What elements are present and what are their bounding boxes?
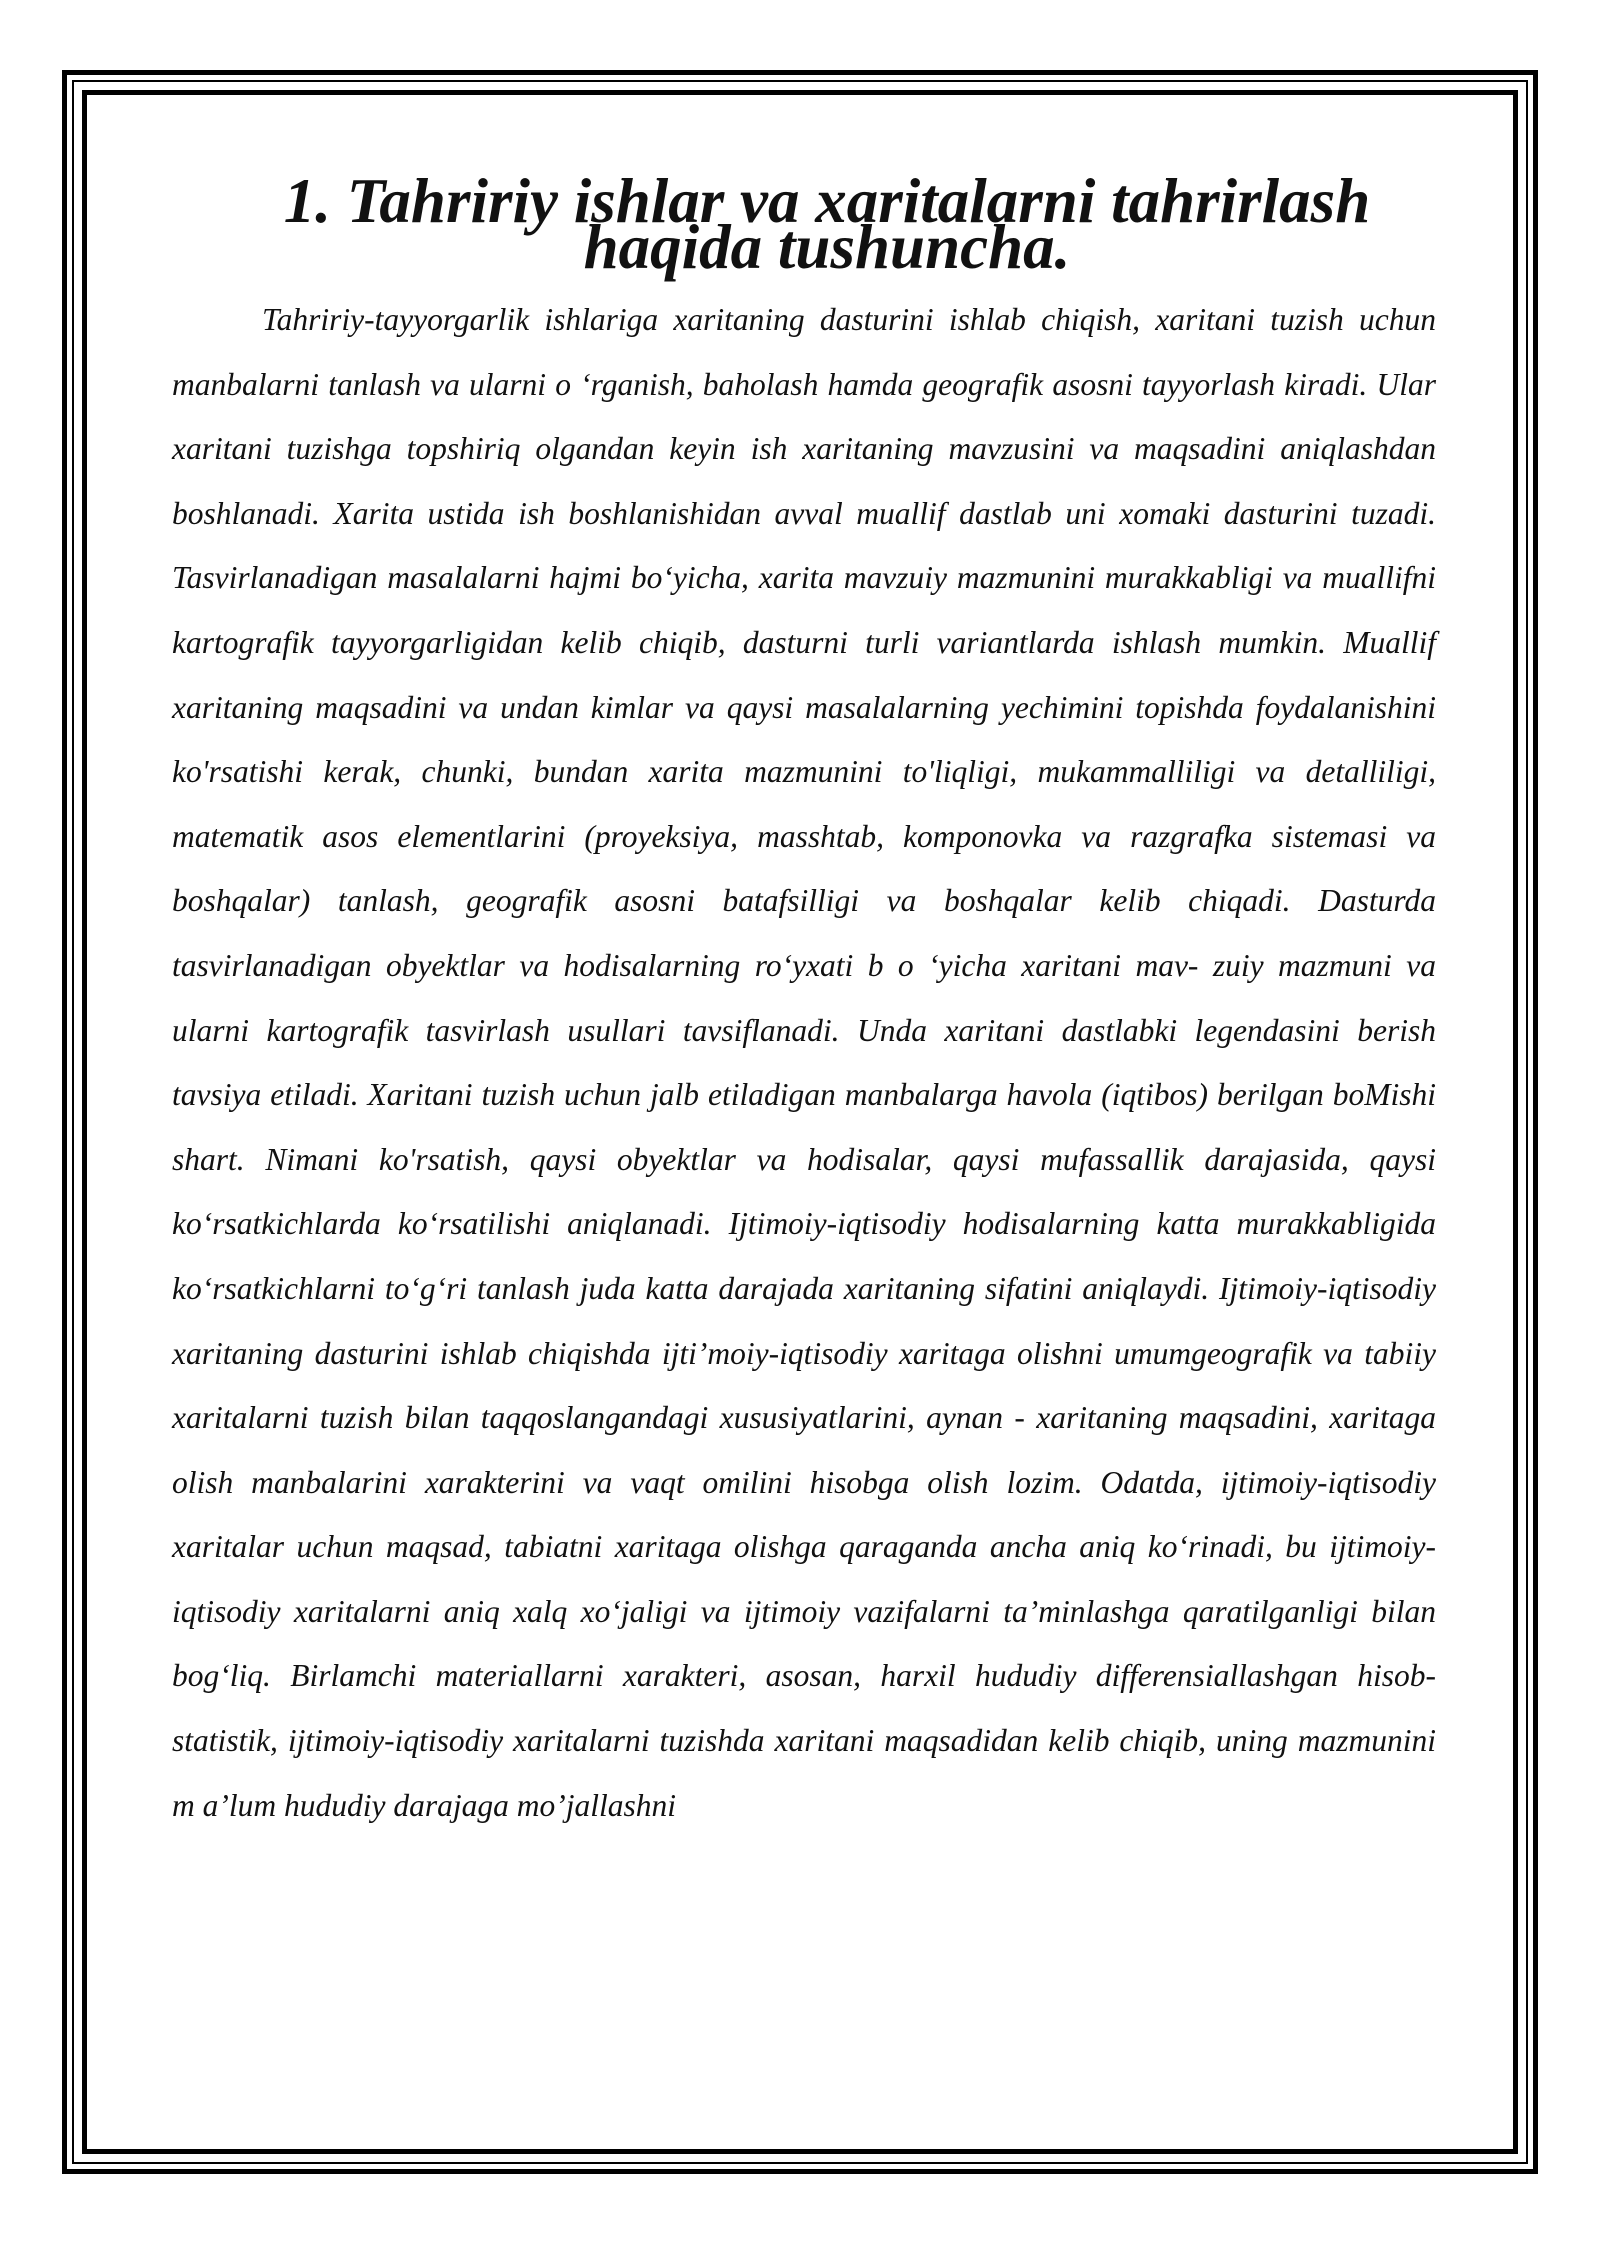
section-heading: 1. Tahririy ishlar va xaritalarni tahrirlash haqida tushuncha. <box>283 166 1371 282</box>
document-content <box>172 166 1436 1838</box>
body-paragraph: Tahririy-tayyorgarlik ishlariga xaritaning dasturini ishlab chiqish, xaritani tuzish uchun manbalarni tanlash va ularni o ‘rganish, baholash hamda geografik asosni tayyorlash kiradi. Ular xaritani tuzishga topshiriq olgandan keyin ish xaritaning mavzusini va maqsadini aniqlashdan boshlanadi. Xarita ustida ish boshlanishidan avval muallif dastlab uni xomaki dasturini tuzadi. Tasvirlanadigan masalalarni hajmi bo‘yicha, xarita mavzuiy mazmunini murakkabligi va muallifni kartografik tayyorgarligidan kelib chiqib, dasturni turli variantlarda ishlash mumkin. Muallif xaritaning maqsadini va undan kimlar va qaysi masalalarning yechimini topishda foydalanishini ko'rsatishi kerak, chunki, bundan xarita mazmunini to'liqligi, mukammalliligi va detalliligi, matematik asos elementlarini (proyeksiya, masshtab, komponovka va razgrafka sistemasi va boshqalar) tanlash, geografik asosni batafsilligi va boshqalar kelib chiqadi. Dasturda tasvirlanadigan obyektlar va hodisalarning ro‘yxati b o ‘yicha xaritani mav- zuiy mazmuni va ularni kartografik tasvirlash usullari tavsiflanadi. Unda xaritani dastlabki legendasini berish tavsiya etiladi. Xaritani tuzish uchun jalb etiladigan manbalarga havola (iqtibos) berilgan boMishi shart. Nimani ko'rsatish, qaysi obyektlar va hodisalar, qaysi mufassallik darajasida, qaysi ko‘rsatkichlarda ko‘rsatilishi aniqlanadi. Ijtimoiy-iqtisodiy hodisalarning katta murakkabligida ko‘rsatkichlarni to‘g‘ri tanlash juda katta darajada xaritaning sifatini aniqlaydi. Ijtimoiy-iqtisodiy xaritaning dasturini ishlab chiqishda ijti’moiy-iqtisodiy xaritaga olishni umumgeografik va tabiiy xaritalarni tuzish bilan taqqoslangandagi xususiyatlarini, aynan - xaritaning maqsadini, xaritaga olish manbalarini xarakterini va vaqt omilini hisobga olish lozim. Odatda, ijtimoiy-iqtisodiy xaritalar uchun maqsad, tabiatni xaritaga olishga qaraganda ancha aniq ko‘rinadi, bu ijtimoiy-iqtisodiy xaritalarni aniq xalq xo‘jaligi va ijtimoiy vazifalarni ta’minlashga qaratilganligi bilan bog‘liq. Birlamchi materiallarni xarakteri, asosan, harxil hududiy differensiallashgan hisob-statistik, ijtimoiy-iqtisodiy xaritalarni tuzishda xaritani maqsadidan kelib chiqib, uning mazmunini m a’lum hududiy darajaga mo’jallashni <box>172 302 1436 1823</box>
